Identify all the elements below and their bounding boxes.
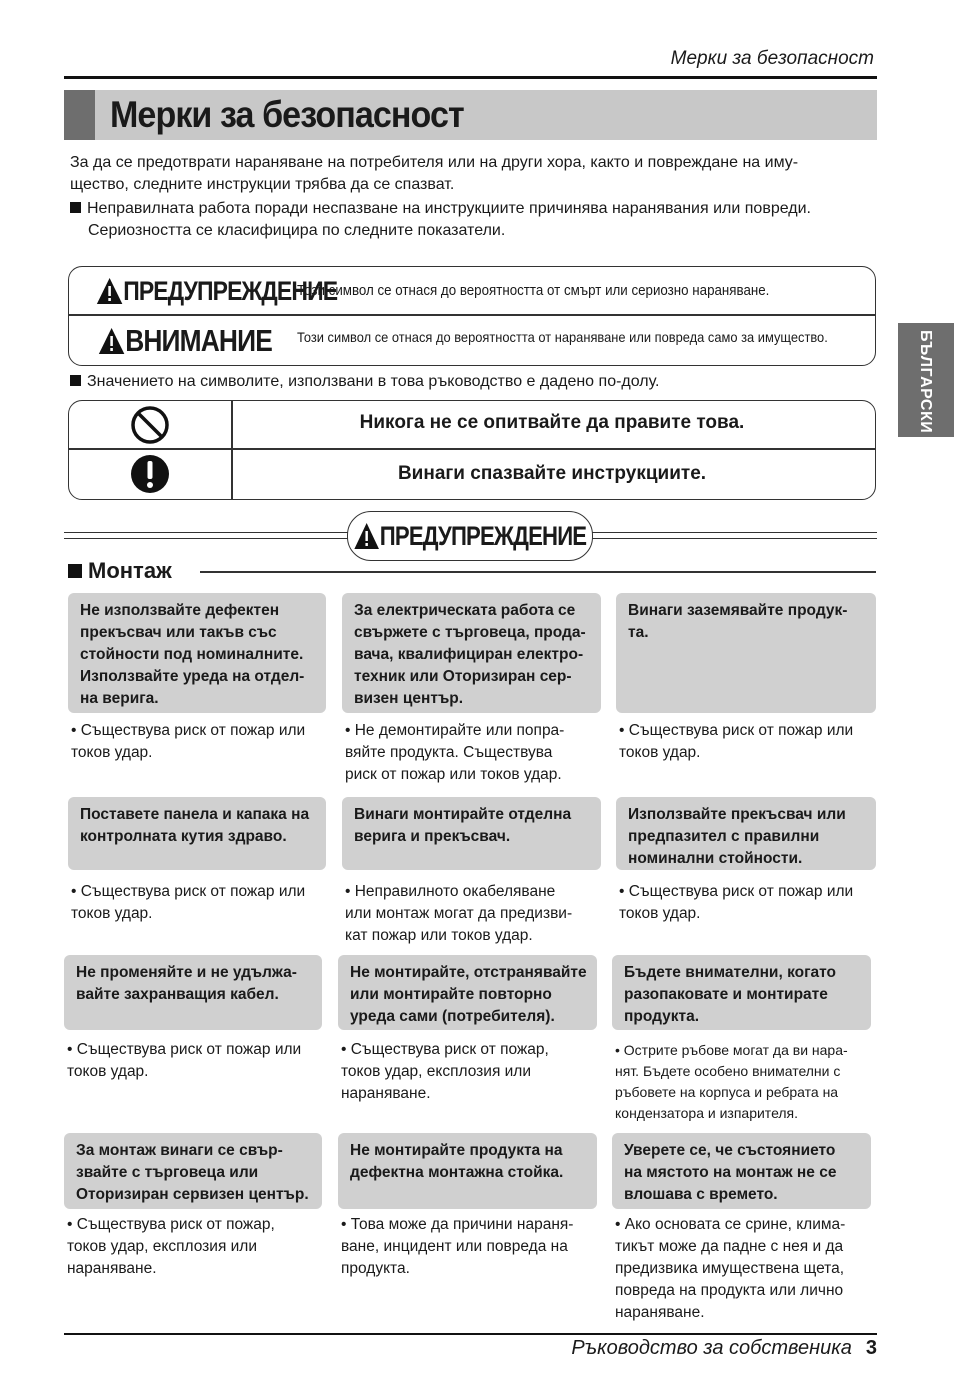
running-header: Мерки за безопасност [670, 48, 874, 69]
bullet-line: кондензатора и изпарителя. [615, 1105, 799, 1121]
square-bullet-icon [70, 375, 81, 386]
card-line: звайте с търговеца или [76, 1164, 259, 1181]
card-line: техник или Оторизиран сер- [354, 668, 572, 685]
card-line: на мястото на монтаж не се [624, 1164, 837, 1181]
legend-divider [68, 314, 876, 316]
instruction-card [616, 593, 876, 713]
bullet-line: нараняване. [341, 1085, 431, 1102]
bullet-line: токов удар. [619, 905, 701, 922]
card-line: За монтаж винаги се свър- [76, 1142, 283, 1159]
bullet-line: тикът може да падне с нея и да [615, 1238, 844, 1255]
bullet-note: • Това може да причини нараня- ване, инцидент или повреда на продукта. [339, 1214, 609, 1280]
bullet-line: кат пожар или токов удар. [345, 927, 533, 944]
card-line: влошава с времето. [624, 1186, 778, 1203]
instruction-card [616, 797, 876, 870]
card-line: дефектна монтажна стойка. [350, 1164, 564, 1181]
card-line: Винаги монтирайте отделна [354, 806, 572, 823]
bullet-note: • Ако основата се срине, клима- тикът може да падне с нея и да предизвика имуществена щета, повреда на продукта или лично нараняване. [613, 1214, 883, 1324]
card-line: За електрическата работа се [354, 602, 576, 619]
intro-paragraph [70, 152, 880, 196]
bullet-line: предизвика имуществена щета, [615, 1260, 845, 1277]
square-bullet-icon [70, 202, 81, 213]
card-line: продукта. [624, 1008, 700, 1025]
card-line: Поставете панела и капака на [80, 806, 310, 823]
intro-note [70, 198, 880, 242]
card-line: или монтирайте повторно [350, 986, 552, 1003]
card-line: Използвайте уреда на отдел- [80, 668, 305, 685]
instruction-card [342, 797, 601, 870]
bullet-note: • Неправилното окабеляване или монтаж могат да предизви- кат пожар или токов удар. [343, 881, 613, 947]
bullet-note: • Острите ръбове могат да ви нара- нят. Бъдете особено внимателни с ръбовете на корпуса и ребрата на кондензатора и изпарителя. [613, 1040, 883, 1124]
legend-warning-text: ПРЕДУПРЕЖДЕНИЕ [123, 275, 338, 306]
footer-rule [64, 1333, 877, 1335]
card-line: Не използвайте дефектен [80, 602, 280, 619]
bullet-line: токов удар, експлозия или [67, 1238, 258, 1255]
page-title: Мерки за безопасност [110, 94, 464, 135]
warning-banner-text: ПРЕДУПРЕЖДЕНИЕ [379, 520, 587, 551]
card-line: свържете с търговеца, прода- [354, 624, 586, 641]
exclamation-icon [130, 454, 170, 494]
legend-warning-desc: Този символ се отнася до вероятността от смърт или сериозно нараняване. [297, 283, 770, 299]
bullet-note: • Съществува риск от пожар или токов удар. [69, 720, 339, 764]
instruction-card [612, 1133, 871, 1209]
bullet-note: • Съществува риск от пожар или токов удар. [617, 720, 887, 764]
bullet-line: нараняване. [67, 1260, 157, 1277]
bullet-line: Неправилното окабеляване [354, 883, 556, 900]
bullet-line: нят. Бъдете особено внимателни с [615, 1063, 841, 1079]
card-line: Оторизиран сервизен център. [76, 1186, 309, 1203]
instruction-card [68, 797, 326, 870]
card-line: на верига. [80, 690, 159, 707]
section-rule [200, 571, 876, 573]
warning-banner [347, 511, 593, 561]
card-line: уреда сами (потребителя). [350, 1008, 555, 1025]
bullet-line: токов удар. [619, 744, 701, 761]
bullet-line: токов удар, експлозия или [341, 1063, 532, 1080]
bullet-line: токов удар. [71, 744, 153, 761]
bullet-note: • Не демонтирайте или попра- вяйте продукта. Съществува риск от пожар или токов удар. [343, 720, 613, 786]
warning-triangle-icon [96, 277, 123, 305]
legend-caution-label [98, 321, 272, 361]
card-line: контролната кутия здраво. [80, 828, 287, 845]
bullet-line: Не демонтирайте или попра- [354, 722, 565, 739]
bullet-line: Съществува риск от пожар, [350, 1041, 549, 1058]
instruction-card [64, 1133, 322, 1209]
footer-title: Ръководство за собственика [571, 1337, 852, 1359]
bullet-line: Съществува риск от пожар или [628, 722, 854, 739]
bullet-line: Това може да причини нараня- [350, 1216, 574, 1233]
bullet-line: Съществува риск от пожар или [80, 722, 306, 739]
bullet-note: • Съществува риск от пожар, токов удар, експлозия или нараняване. [65, 1214, 335, 1280]
bullet-note: • Съществува риск от пожар или токов удар. [617, 881, 887, 925]
intro-line-1: За да се предотврати нараняване на потребителя или на други хора, както и повреждане на иму- [70, 154, 799, 171]
bullet-line: токов удар. [67, 1063, 149, 1080]
card-line: вайте захранващия кабел. [76, 986, 279, 1003]
bullet-line: ване, инцидент или повреда на [341, 1238, 568, 1255]
bullet-line: токов удар. [71, 905, 153, 922]
bullet-note: • Съществува риск от пожар, токов удар, експлозия или нараняване. [339, 1039, 609, 1105]
bullet-line: продукта. [341, 1260, 410, 1277]
intro-note-line-2: Сериозността се класифицира по следните показатели. [88, 222, 506, 239]
banner-left-rule [64, 532, 349, 539]
symbols-intro-text: Значението на символите, използвани в това ръководство е дадено по-долу. [87, 373, 660, 390]
instruction-card [64, 955, 322, 1030]
card-line: Използвайте прекъсвач или [628, 806, 846, 823]
intro-line-2: щество, следните инструкции трябва да се спазват. [70, 176, 455, 193]
bullet-line: или монтаж могат да предизви- [345, 905, 573, 922]
card-line: Не променяйте и не удължа- [76, 964, 297, 981]
bullet-line: Съществува риск от пожар или [628, 883, 854, 900]
symbols-row-divider [68, 448, 876, 450]
card-line: Не монтирайте продукта на [350, 1142, 563, 1159]
title-accent-block [64, 90, 95, 140]
square-bullet-icon [68, 564, 82, 578]
legend-caution-desc: Този символ се отнася до вероятността от нараняване или повреда само за имущество. [297, 329, 828, 345]
card-line: Винаги заземявайте продук- [628, 602, 848, 619]
bullet-note: • Съществува риск от пожар или токов удар. [69, 881, 339, 925]
page-number: 3 [865, 1337, 877, 1359]
caution-triangle-icon [98, 327, 125, 355]
banner-right-rule [591, 532, 877, 539]
card-line: визен център. [354, 690, 464, 707]
section-heading [68, 558, 172, 584]
instruction-card [338, 1133, 597, 1209]
instruction-card [342, 593, 601, 713]
legend-caution-text: ВНИМАНИЕ [125, 323, 272, 358]
section-title-text: Монтаж [88, 558, 172, 583]
footer [571, 1337, 877, 1360]
card-line: предпазител с правилни [628, 828, 820, 845]
bullet-line: ръбовете на корпуса и ребрата на [615, 1084, 839, 1100]
instruction-card [68, 593, 326, 713]
header-rule [64, 76, 877, 79]
card-line: Уверете се, че състоянието [624, 1142, 836, 1159]
bullet-line: риск от пожар или токов удар. [345, 766, 562, 783]
bullet-line: Острите ръбове могат да ви нара- [623, 1042, 848, 1058]
card-line: прекъсвач или такъв със [80, 624, 277, 641]
bullet-line: повреда на продукта или лично [615, 1282, 844, 1299]
prohibition-icon [130, 405, 170, 445]
instruction-card [612, 955, 871, 1030]
bullet-line: Ако основата се срине, клима- [624, 1216, 846, 1233]
card-line: Не монтирайте, отстранявайте [350, 964, 587, 981]
bullet-note: • Съществува риск от пожар или токов удар. [65, 1039, 335, 1083]
symbols-intro [70, 371, 880, 393]
symbol-prohibition-text: Никога не се опитвайте да правите това. [359, 412, 745, 433]
warning-triangle-icon [354, 522, 380, 550]
card-line: номинални стойности. [628, 850, 803, 867]
card-line: верига и прекъсвач. [354, 828, 511, 845]
card-line: разопаковате и монтирате [624, 986, 828, 1003]
bullet-line: Съществува риск от пожар или [76, 1041, 302, 1058]
bullet-line: вяйте продукта. Съществува [345, 744, 553, 761]
card-line: Бъдете внимателни, когато [624, 964, 837, 981]
language-tab-text: БЪЛГАРСКИ [917, 330, 934, 434]
instruction-card [338, 955, 597, 1030]
bullet-line: Съществува риск от пожар или [80, 883, 306, 900]
bullet-line: нараняване. [615, 1304, 705, 1321]
card-line: вача, квалифициран електро- [354, 646, 584, 663]
bullet-line: Съществува риск от пожар, [76, 1216, 275, 1233]
symbol-mandatory-text: Винаги спазвайте инструкциите. [397, 463, 707, 484]
card-line: та. [628, 624, 649, 641]
intro-note-line-1: Неправилната работа поради неспазване на инструкциите причинява наранявания или повреди. [87, 200, 811, 217]
card-line: стойности под номиналните. [80, 646, 304, 663]
language-tab [898, 323, 954, 437]
